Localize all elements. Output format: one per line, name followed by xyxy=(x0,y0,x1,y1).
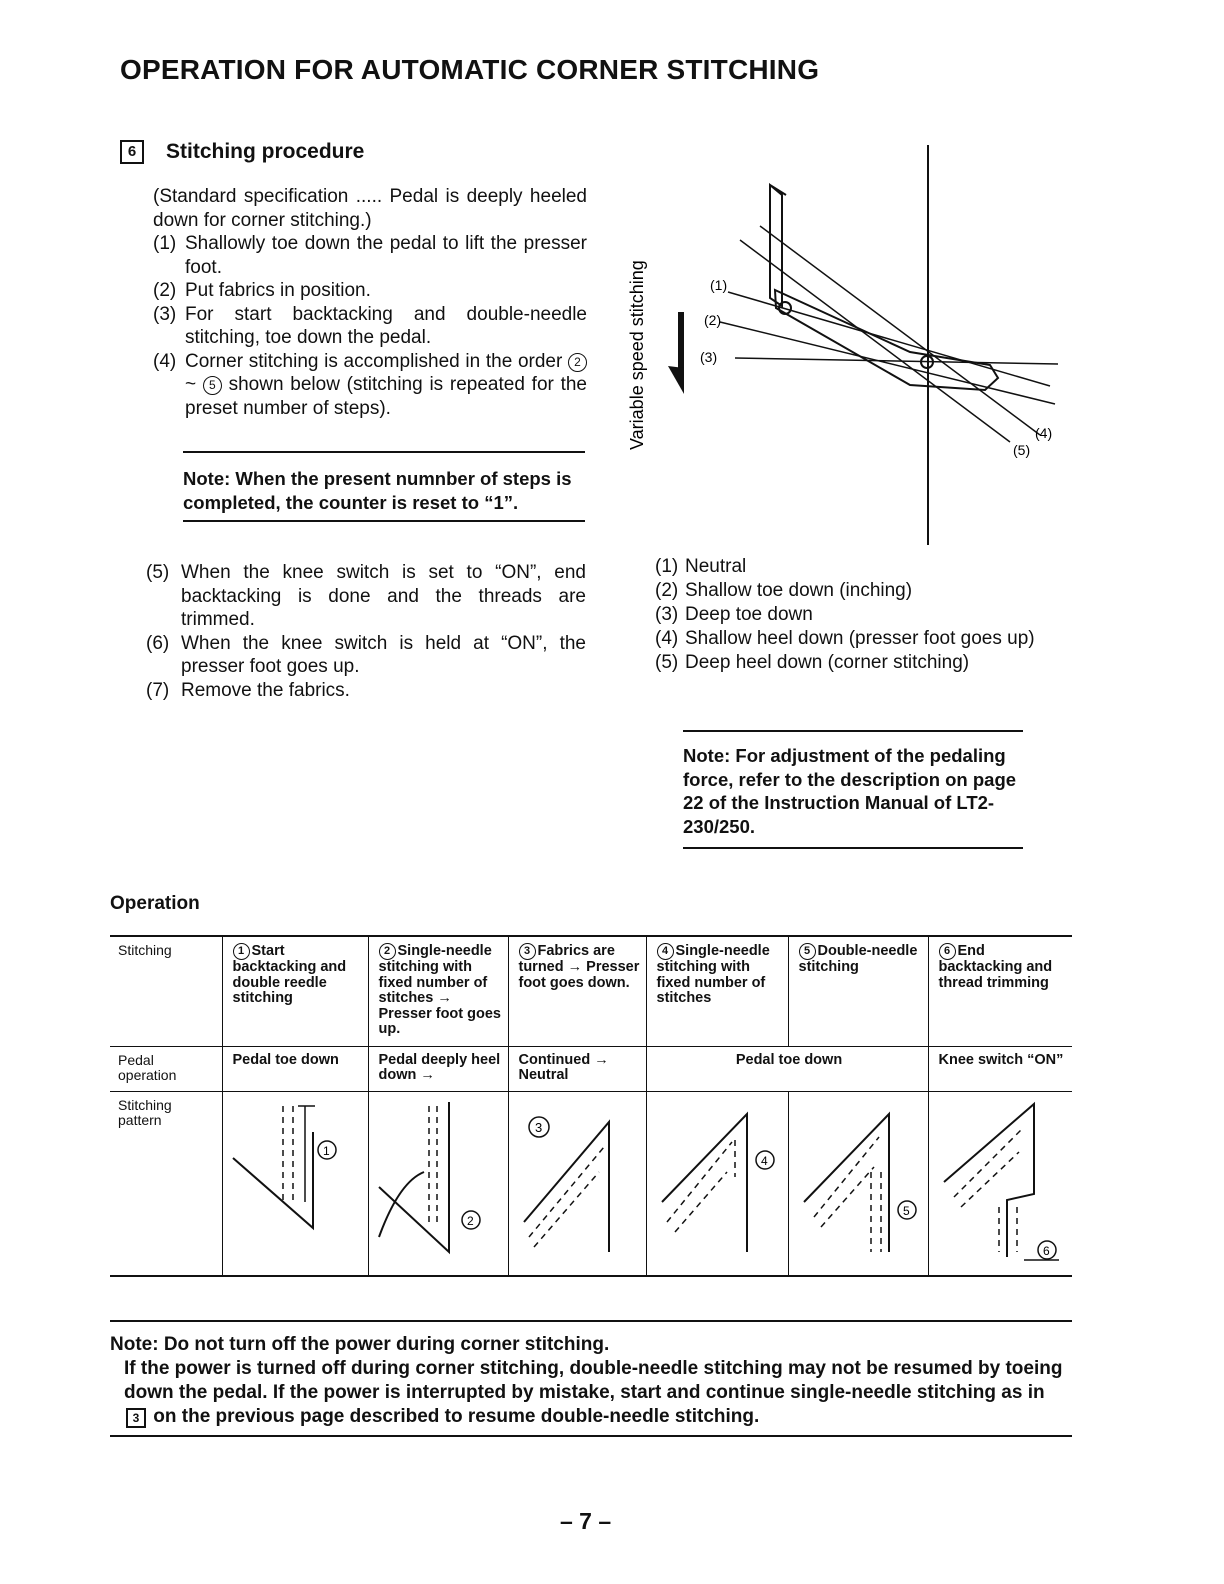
pattern-cell xyxy=(788,1091,928,1276)
variable-speed-arrow xyxy=(668,312,684,394)
position-label: (2) xyxy=(704,312,722,328)
divider xyxy=(183,520,585,522)
pedal-diagram xyxy=(600,140,1070,550)
pattern-cell xyxy=(368,1091,508,1276)
page-number: – 7 – xyxy=(560,1508,612,1534)
row-label: Stitching xyxy=(110,936,222,1046)
pedal-cell: Pedal toe down xyxy=(222,1046,368,1091)
step-3: (3) For start backtacking and double-needle stitching, toe down the pedal. xyxy=(153,303,587,348)
pattern-num: 2 xyxy=(466,1213,474,1228)
page-title: OPERATION FOR AUTOMATIC CORNER STITCHING xyxy=(120,54,820,85)
stitch-pattern-5 xyxy=(789,1092,929,1275)
pedal-legend xyxy=(655,555,1035,675)
pattern-num: 4 xyxy=(760,1153,768,1168)
pattern-cell xyxy=(508,1091,646,1276)
step-4: (4) Corner stitching is accomplished in the order 2 ~ 5 shown below (stitching is repeated for the preset number of steps). xyxy=(153,350,587,419)
row-label: Pedal operation xyxy=(110,1046,222,1091)
circled-number: 2 xyxy=(568,353,587,372)
section-heading xyxy=(120,140,364,164)
step-5: (5) When the knee switch is set to “ON”, end backtacking is done and the threads are trimmed. xyxy=(146,562,586,630)
operation-table xyxy=(110,935,1072,1277)
stitch-pattern-3 xyxy=(509,1092,647,1275)
note-power-line1: Note: Do not turn off the power during corner stitching. xyxy=(110,1334,610,1355)
operation-label: Operation xyxy=(110,893,200,914)
step-7: (7) Remove the fabrics. xyxy=(146,679,350,701)
pattern-num: 6 xyxy=(1042,1243,1050,1258)
stitch-pattern-1 xyxy=(223,1092,369,1275)
stitching-cell: 1 Start backtacking and double reedle stitching xyxy=(222,936,368,1046)
divider xyxy=(110,1320,1072,1322)
stitch-pattern-6 xyxy=(929,1092,1073,1275)
legend-item: (3) Deep toe down xyxy=(655,604,813,625)
circled-number: 5 xyxy=(203,376,222,395)
table-row xyxy=(110,1046,1072,1091)
stitching-cell: 4 Single-needle stitching with fixed number of stitches xyxy=(646,936,788,1046)
pattern-cell xyxy=(928,1091,1072,1276)
divider xyxy=(183,451,585,453)
position-label: (1) xyxy=(710,277,728,293)
stitching-cell: 5 Double-needle stitching xyxy=(788,936,928,1046)
note-counter: Note: When the present numnber of steps is completed, the counter is reset to “1”. xyxy=(183,468,572,513)
procedure-top xyxy=(153,185,587,420)
table-row xyxy=(110,1091,1072,1276)
intro-text: (Standard specification ..... Pedal is deeply heeled down for corner stitching.) xyxy=(153,186,587,231)
stitching-cell: 2 Single-needle stitching with fixed number of stitches → Presser foot goes up. xyxy=(368,936,508,1046)
pattern-cell xyxy=(646,1091,788,1276)
legend-item: (1) Neutral xyxy=(655,556,747,577)
note-pedaling-force: Note: For adjustment of the pedaling force, refer to the description on page 22 of the Instruction Manual of LT2-230/250. xyxy=(683,745,1017,837)
step-2: (2) Put fabrics in position. xyxy=(153,280,371,301)
pattern-num: 5 xyxy=(902,1203,910,1218)
pedal-cell: Pedal toe down xyxy=(646,1046,928,1091)
step-6: (6) When the knee switch is held at “ON”, the presser foot goes up. xyxy=(146,632,586,677)
legend-item: (2) Shallow toe down (inching) xyxy=(655,580,913,601)
divider xyxy=(110,1435,1072,1437)
step-1: (1) Shallowly toe down the pedal to lift the presser foot. xyxy=(153,233,587,278)
position-label: (3) xyxy=(700,349,718,365)
note-power-body: If the power is turned off during corner stitching, double-needle stitching may not be resumed by toeing down the pedal. If the power is interrupted by mistake, start and continue single-needle stitching as in 3 on the previous page described to resume double-needle stitching. xyxy=(124,1358,1063,1427)
divider xyxy=(683,847,1023,849)
pattern-num: 1 xyxy=(322,1143,330,1158)
stitch-pattern-4 xyxy=(647,1092,789,1275)
row-label: Stitching pattern xyxy=(110,1091,222,1276)
pedal-cell: Continued → Neutral xyxy=(508,1046,646,1091)
note-power xyxy=(110,1333,1070,1429)
position-label: (4) xyxy=(1035,425,1053,441)
procedure-bottom xyxy=(146,561,586,702)
pedal-cell: Knee switch “ON” xyxy=(928,1046,1072,1091)
pattern-num: 3 xyxy=(534,1119,542,1135)
section-number: 6 xyxy=(120,140,144,164)
stitching-cell: 6 End backtacking and thread trimming xyxy=(928,936,1072,1046)
stitch-pattern-2 xyxy=(369,1092,509,1275)
section-title: Stitching procedure xyxy=(166,140,365,163)
variable-speed-label: Variable speed stitching xyxy=(627,260,647,450)
position-label: (5) xyxy=(1013,442,1031,458)
legend-item: (4) Shallow heel down (presser foot goes up) xyxy=(655,628,1035,649)
stitching-cell: 3 Fabrics are turned → Presser foot goes down. xyxy=(508,936,646,1046)
reference-box: 3 xyxy=(126,1408,146,1428)
divider xyxy=(683,730,1023,732)
legend-item: (5) Deep heel down (corner stitching) xyxy=(655,652,970,673)
pattern-cell xyxy=(222,1091,368,1276)
table-row xyxy=(110,936,1072,1046)
pedal-cell: Pedal deeply heel down → xyxy=(368,1046,508,1091)
